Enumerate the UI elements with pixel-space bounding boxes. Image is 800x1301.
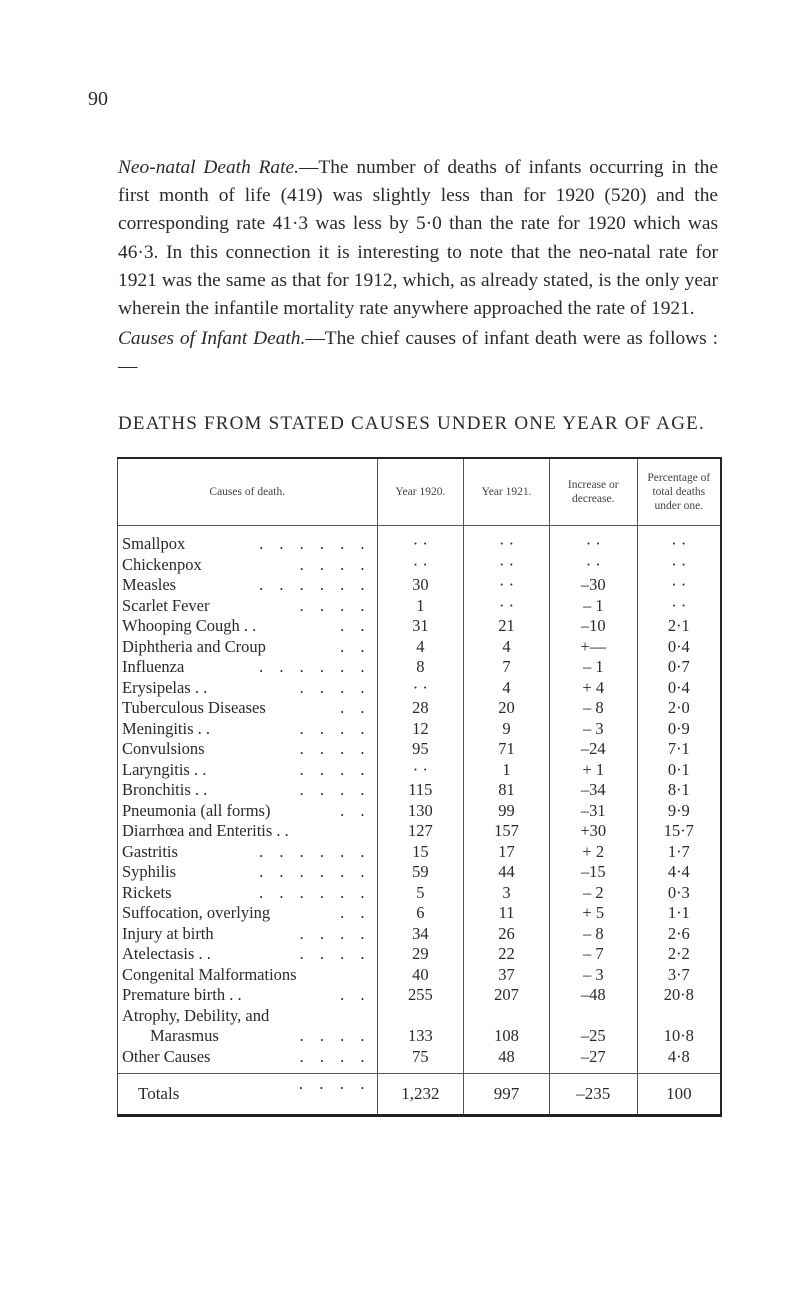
percentage-cell: · · — [637, 534, 721, 555]
year-1920-cell: · · — [377, 534, 464, 555]
year-1921-cell: 81 — [464, 780, 550, 801]
year-1920-cell: 1 — [377, 596, 464, 617]
spacer-row — [118, 526, 722, 535]
cause-label: Pneumonia (all forms) — [122, 800, 271, 820]
table-header-row — [118, 458, 722, 526]
table-row — [118, 944, 722, 965]
year-1921-cell: · · — [464, 555, 550, 576]
cause-cell — [118, 616, 378, 637]
leader-dots: . . . . — [299, 739, 371, 758]
year-1920-cell: 6 — [377, 903, 464, 924]
year-1921-cell: 9 — [464, 719, 550, 740]
cause-label: Influenza — [122, 657, 185, 677]
leader-dots: . . . . — [299, 944, 371, 963]
change-cell: –31 — [549, 801, 637, 822]
totals-row — [118, 1074, 722, 1116]
year-1921-cell: 157 — [464, 821, 550, 842]
year-1921-cell: 20 — [464, 698, 550, 719]
cause-cell — [118, 862, 378, 883]
cause-label: Injury at birth — [122, 923, 214, 943]
cause-cell — [118, 534, 378, 555]
leader-dots: . . . . . . — [259, 882, 371, 902]
cause-cell — [118, 965, 378, 986]
change-cell: +— — [549, 637, 637, 658]
year-1921-cell: 4 — [464, 678, 550, 699]
change-cell: – 8 — [549, 924, 637, 945]
percentage-cell: · · — [637, 575, 721, 596]
change-cell: + 5 — [549, 903, 637, 924]
table-row — [118, 985, 722, 1006]
table-row — [118, 1006, 722, 1027]
cause-label: Bronchitis . . — [122, 780, 208, 800]
leader-dots: . . . . . . — [259, 534, 371, 553]
year-1921-cell — [464, 1006, 550, 1027]
table-row — [118, 637, 722, 658]
cause-cell — [118, 801, 378, 822]
table-title: DEATHS FROM STATED CAUSES UNDER ONE YEAR OF AGE. — [118, 413, 705, 434]
year-1921-cell: 1 — [464, 760, 550, 781]
table-row — [118, 1047, 722, 1068]
year-1920-cell: · · — [377, 555, 464, 576]
cause-cell — [118, 657, 378, 678]
percentage-cell: 8·1 — [637, 780, 721, 801]
cause-label: Other Causes — [122, 1046, 211, 1066]
page-number: 90 — [88, 88, 108, 110]
header-year-1920: Year 1920. — [377, 458, 464, 526]
cause-label: Gastritis — [122, 841, 178, 861]
year-1921-cell: 11 — [464, 903, 550, 924]
table-row — [118, 575, 722, 596]
totals-year-1921: 997 — [464, 1074, 550, 1116]
change-cell: – 3 — [549, 965, 637, 986]
percentage-cell: 2·2 — [637, 944, 721, 965]
cause-cell — [118, 821, 378, 842]
change-cell: + 2 — [549, 842, 637, 863]
cause-label: Diphtheria and Croup — [122, 636, 266, 656]
cause-cell — [118, 698, 378, 719]
percentage-cell: 3·7 — [637, 965, 721, 986]
header-percentage: Percentage of total deaths under one. — [637, 458, 721, 526]
percentage-cell: 15·7 — [637, 821, 721, 842]
change-cell: + 1 — [549, 760, 637, 781]
percentage-cell: 0·1 — [637, 760, 721, 781]
year-1921-cell: 71 — [464, 739, 550, 760]
totals-percentage: 100 — [637, 1074, 721, 1116]
change-cell: +30 — [549, 821, 637, 842]
year-1920-cell: 29 — [377, 944, 464, 965]
year-1921-cell: · · — [464, 596, 550, 617]
percentage-cell: 0·4 — [637, 637, 721, 658]
table-row — [118, 924, 722, 945]
cause-label: Rickets — [122, 882, 172, 902]
cause-label: Congenital Malformations — [122, 964, 297, 984]
year-1921-cell: 48 — [464, 1047, 550, 1068]
causes-paragraph — [118, 325, 718, 381]
cause-label: Chickenpox — [122, 554, 202, 574]
year-1920-cell: 75 — [377, 1047, 464, 1068]
change-cell: – 3 — [549, 719, 637, 740]
cause-cell — [118, 1006, 378, 1027]
year-1921-cell: 44 — [464, 862, 550, 883]
table-row — [118, 1026, 722, 1047]
change-cell: · · — [549, 534, 637, 555]
cause-label: Convulsions — [122, 739, 205, 759]
change-cell: –48 — [549, 985, 637, 1006]
percentage-cell: 10·8 — [637, 1026, 721, 1047]
leader-dots: . . . . . . — [259, 862, 371, 881]
table-row — [118, 801, 722, 822]
leader-dots: . . — [340, 800, 371, 820]
year-1921-cell: 22 — [464, 944, 550, 965]
cause-cell — [118, 596, 378, 617]
percentage-cell: 4·4 — [637, 862, 721, 883]
deaths-table — [117, 457, 722, 1117]
causes-text: —The chief causes of infant death were as follows :— — [118, 328, 718, 378]
cause-label: Erysipelas . . — [122, 677, 208, 697]
table-row — [118, 821, 722, 842]
leader-dots: . . . . — [299, 595, 371, 615]
cause-label: Measles — [122, 575, 177, 595]
change-cell: –30 — [549, 575, 637, 596]
year-1920-cell — [377, 1006, 464, 1027]
year-1920-cell: · · — [377, 760, 464, 781]
percentage-cell: 7·1 — [637, 739, 721, 760]
leader-dots: . . . . — [299, 677, 371, 697]
change-cell: –10 — [549, 616, 637, 637]
table-row — [118, 657, 722, 678]
cause-label: Tuberculous Diseases — [122, 698, 266, 718]
percentage-cell: 4·8 — [637, 1047, 721, 1068]
cause-cell — [118, 985, 378, 1006]
change-cell: · · — [549, 555, 637, 576]
cause-cell — [118, 719, 378, 740]
leader-dots: . . — [340, 698, 371, 717]
cause-cell — [118, 678, 378, 699]
leader-dots: . . — [340, 616, 371, 635]
year-1920-cell: 127 — [377, 821, 464, 842]
cause-label: Atrophy, Debility, and — [122, 1005, 270, 1025]
leader-dots: . . . . — [299, 923, 371, 943]
change-cell: –24 — [549, 739, 637, 760]
leader-dots: . . . . — [299, 554, 371, 574]
cause-label: Marasmus — [150, 1026, 219, 1046]
year-1920-cell: 15 — [377, 842, 464, 863]
year-1920-cell: 12 — [377, 719, 464, 740]
year-1920-cell: 34 — [377, 924, 464, 945]
header-change: Increase or decrease. — [549, 458, 637, 526]
cause-label: Premature birth . . — [122, 985, 242, 1005]
totals-year-1920: 1,232 — [377, 1074, 464, 1116]
percentage-cell: 1·7 — [637, 842, 721, 863]
table-row — [118, 596, 722, 617]
percentage-cell: 0·4 — [637, 678, 721, 699]
year-1920-cell: 4 — [377, 637, 464, 658]
cause-cell — [118, 637, 378, 658]
percentage-cell — [637, 1006, 721, 1027]
cause-cell — [118, 555, 378, 576]
totals-label: Totals — [138, 1084, 180, 1103]
year-1921-cell: 99 — [464, 801, 550, 822]
change-cell: + 4 — [549, 678, 637, 699]
cause-label: Laryngitis . . — [122, 759, 207, 779]
year-1920-cell: 28 — [377, 698, 464, 719]
table-row — [118, 698, 722, 719]
change-cell: –25 — [549, 1026, 637, 1047]
table-row — [118, 739, 722, 760]
cause-cell — [118, 739, 378, 760]
leader-dots: . . . . . . — [259, 657, 371, 676]
percentage-cell: 0·3 — [637, 883, 721, 904]
percentage-cell: · · — [637, 596, 721, 617]
totals-label-cell — [118, 1074, 378, 1116]
percentage-cell: 0·7 — [637, 657, 721, 678]
table-row — [118, 780, 722, 801]
year-1920-cell: 130 — [377, 801, 464, 822]
table-row — [118, 678, 722, 699]
percentage-cell: 2·0 — [637, 698, 721, 719]
cause-cell — [118, 1047, 378, 1068]
change-cell: –15 — [549, 862, 637, 883]
cause-cell — [118, 924, 378, 945]
leader-dots: . . — [340, 636, 371, 656]
percentage-cell: 20·8 — [637, 985, 721, 1006]
change-cell — [549, 1006, 637, 1027]
table-row — [118, 534, 722, 555]
cause-label: Suffocation, overlying — [122, 903, 271, 923]
cause-cell — [118, 780, 378, 801]
year-1921-cell: 207 — [464, 985, 550, 1006]
year-1921-cell: 17 — [464, 842, 550, 863]
leader-dots: . . . . . . — [259, 575, 371, 594]
leader-dots: . . . . — [299, 780, 371, 799]
year-1921-cell: 37 — [464, 965, 550, 986]
table-body — [118, 526, 722, 1116]
leader-dots: . . . . . . — [259, 841, 371, 861]
year-1921-cell: 3 — [464, 883, 550, 904]
table-row — [118, 903, 722, 924]
percentage-cell: 2·1 — [637, 616, 721, 637]
cause-cell — [118, 883, 378, 904]
percentage-cell: 2·6 — [637, 924, 721, 945]
cause-label: Smallpox — [122, 534, 186, 554]
year-1920-cell: 133 — [377, 1026, 464, 1047]
table-row — [118, 555, 722, 576]
table-row — [118, 965, 722, 986]
cause-label: Syphilis — [122, 862, 177, 882]
percentage-cell: 0·9 — [637, 719, 721, 740]
neo-natal-heading: Neo-natal Death Rate. — [118, 157, 299, 178]
leader-dots: . . . . — [299, 1026, 371, 1045]
year-1920-cell: 115 — [377, 780, 464, 801]
year-1921-cell: 108 — [464, 1026, 550, 1047]
year-1921-cell: 21 — [464, 616, 550, 637]
year-1920-cell: 40 — [377, 965, 464, 986]
year-1921-cell: 4 — [464, 637, 550, 658]
leader-dots: . . — [340, 985, 371, 1004]
year-1921-cell: 26 — [464, 924, 550, 945]
cause-label: Meningitis . . — [122, 718, 211, 738]
year-1920-cell: 255 — [377, 985, 464, 1006]
cause-cell — [118, 944, 378, 965]
cause-cell — [118, 1026, 378, 1047]
leader-dots: . . . . — [299, 759, 371, 779]
year-1920-cell: 59 — [377, 862, 464, 883]
percentage-cell: 1·1 — [637, 903, 721, 924]
cause-cell — [118, 575, 378, 596]
year-1920-cell: · · — [377, 678, 464, 699]
change-cell: –27 — [549, 1047, 637, 1068]
year-1920-cell: 5 — [377, 883, 464, 904]
cause-cell — [118, 903, 378, 924]
header-year-1921: Year 1921. — [464, 458, 550, 526]
table-row — [118, 842, 722, 863]
year-1920-cell: 30 — [377, 575, 464, 596]
neo-natal-paragraph — [118, 154, 718, 323]
year-1920-cell: 95 — [377, 739, 464, 760]
cause-cell — [118, 760, 378, 781]
leader-dots: . . — [340, 903, 371, 922]
change-cell: – 8 — [549, 698, 637, 719]
change-cell: – 7 — [549, 944, 637, 965]
header-cause: Causes of death. — [118, 458, 378, 526]
year-1920-cell: 31 — [377, 616, 464, 637]
cause-label: Scarlet Fever — [122, 595, 210, 615]
totals-change: –235 — [549, 1074, 637, 1116]
causes-heading: Causes of Infant Death. — [118, 328, 306, 349]
leader-dots: . . . . — [299, 718, 371, 738]
year-1920-cell: 8 — [377, 657, 464, 678]
table-row — [118, 862, 722, 883]
year-1921-cell: · · — [464, 534, 550, 555]
cause-label: Whooping Cough . . — [122, 616, 257, 636]
cause-label: Atelectasis . . — [122, 944, 211, 964]
table-row — [118, 616, 722, 637]
neo-natal-text: —The number of deaths of infants occurring in the first month of life (419) was slightly less than for 1920 (520) and the corresponding rate 41·3 was less by 5·0 than the rate for 1920 which was 46·3. In this connection it is interesting to note that the neo-natal rate for 1921 was the same as that for 1912, which, as already stated, is the only year wherein the infantile mortality rate anywhere approached the rate of 1921. — [118, 157, 718, 320]
leader-dots: . . . . — [299, 1046, 371, 1066]
year-1921-cell: · · — [464, 575, 550, 596]
table-row — [118, 719, 722, 740]
year-1921-cell: 7 — [464, 657, 550, 678]
cause-cell — [118, 842, 378, 863]
change-cell: – 1 — [549, 596, 637, 617]
table-row — [118, 760, 722, 781]
cause-label: Diarrhœa and Enteritis . . — [122, 821, 289, 841]
table-row — [118, 883, 722, 904]
percentage-cell: · · — [637, 555, 721, 576]
change-cell: –34 — [549, 780, 637, 801]
percentage-cell: 9·9 — [637, 801, 721, 822]
leader-dots: . . . . — [298, 1074, 371, 1093]
change-cell: – 2 — [549, 883, 637, 904]
change-cell: – 1 — [549, 657, 637, 678]
